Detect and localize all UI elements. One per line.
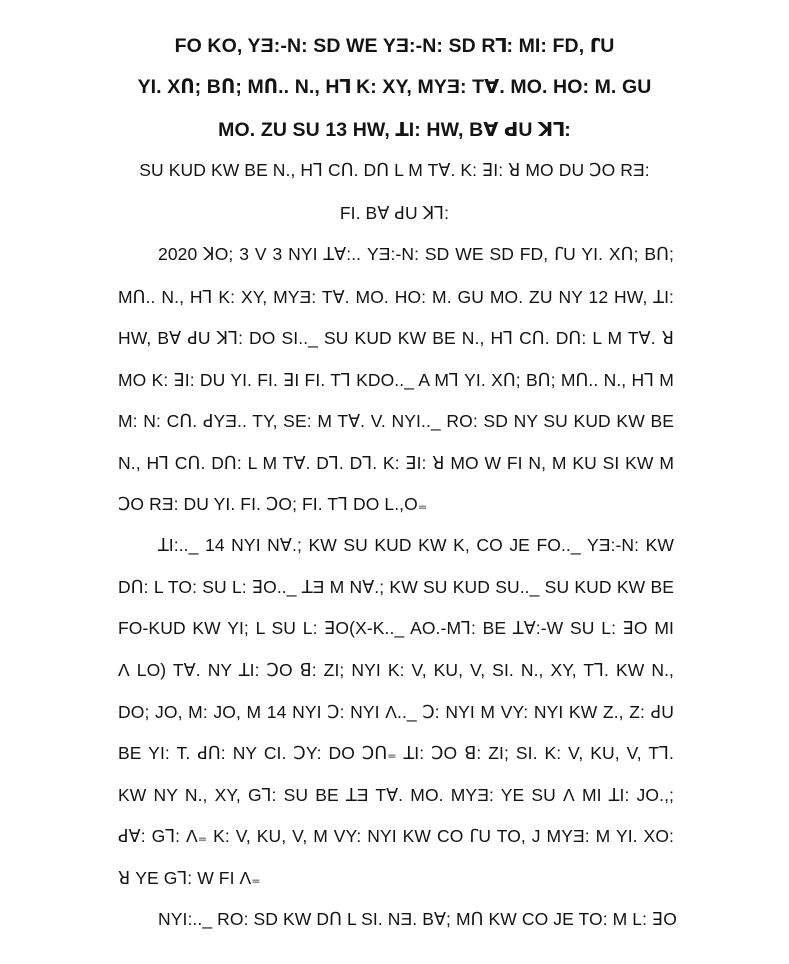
paragraph-line: DO; JO, M: JO, M 14 NYI ꓛ: NYI Ʌ.._ ꓛ: NYI M VY: NYI KW Z., Z: ꓒU [118, 702, 674, 722]
paragraph-line: ꓛO RƎ: DU YI. FI. ꓛO; FI. Tꓶ DO L.,O₌ [118, 494, 428, 514]
paragraph-line: ꓕI:.._ 14 NYI Nꓯ.; KW SU KUD KW K, CO JE FO.._ YƎ:-N: KW [158, 535, 674, 555]
title-line: MO. ZU SU 13 HW, ꓕI: HW, Bꓯ ꓒU ꓘꓶ: [218, 119, 571, 141]
paragraph-line: DՈ: L TO: SU L: ꓱO.._ ꓕƎ M Nꓯ.; KW SU KUD SU.._ SU KUD KW BE [118, 577, 674, 597]
paragraph-line: 2020 ꓘO; 3 V 3 NYI ꓕꓯ:.. YƎ:-N: SD WE SD FD, ꓩU YI. XՈ; BՈ; [158, 244, 674, 264]
paragraph-line: BE YI: T. ꓒՈ: NY CI. ꓛY: DO ꓛՈ₌ ꓕI: ꓛO ꓭ: ZI; SI. K: V, KU, V, Tꓶ. [118, 743, 674, 763]
paragraph-line: FO-KUD KW YI; L SU L: ꓱO(X-K.._ AO.-Mꓶ: BE ꓕꓯ:-W SU L: ꓱO MI [118, 618, 674, 638]
paragraph-line: ꓒꓯ: Gꓶ: Ʌ₌ K: V, KU, V, M VY: NYI KW CO ꓩU TO, J MYƎ: M YI. XO: [118, 826, 674, 846]
paragraph-line: MO K: ꓱI: DU YI. FI. ꓱI FI. Tꓶ KDO.._ A Mꓶ YI. XՈ; BՈ; MՈ.. N., Hꓶ M [118, 370, 674, 390]
title-line: YI. XՈ; BՈ; MՈ.. N., Hꓶ K: XY, MYƎ: Tꓯ. MO. HO: M. GU [137, 76, 652, 98]
paragraph-line: NYI:.._ RO: SD KW DՈ L SI. NƎ. Bꓯ; MՈ KW CO JE TO: M L: ꓱO [158, 909, 677, 929]
subtitle-line: FI. Bꓯ ꓒU ꓘꓶ: [339, 203, 450, 223]
paragraph-line: KW NY N., XY, Gꓶ: SU BE ꓕƎ Tꓯ. MO. MYƎ: YE SU Ʌ MI ꓕI: JO.,; [118, 785, 674, 805]
paragraph-line: ꓤ YE Gꓶ: W FI Ʌ₌ [118, 868, 261, 888]
paragraph-line: N., Hꓶ CՈ. DՈ: L M Tꓯ. Dꓶ. Dꓶ. K: ꓱI: ꓤ MO W FI N, M KU SI KW M [118, 453, 674, 473]
paragraph-line: MՈ.. N., Hꓶ K: XY, MYƎ: Tꓯ. MO. HO: M. GU MO. ZU NY 12 HW, ꓕI: [118, 287, 674, 307]
paragraph-line: HW, Bꓯ ꓒU ꓘꓶ: DO SI.._ SU KUD KW BE N., Hꓶ CՈ. DՈ: L M Tꓯ. ꓤ [118, 328, 674, 348]
subtitle-line: SU KUD KW BE N., Hꓶ CՈ. DՈ L M Tꓯ. K: ꓱI: ꓤ MO DU ꓛO RƎ: [139, 160, 650, 180]
paragraph-line: M: N: CՈ. ꓒYƎ.. TY, SE: M Tꓯ. V. NYI.._ RO: SD NY SU KUD KW BE [118, 411, 674, 431]
title-line: FO KO, YƎ:-N: SD WE YƎ:-N: SD Rꓶ: MI: FD, ꓩU [174, 35, 615, 57]
paragraph-line: Ʌ LO) Tꓯ. NY ꓕI: ꓛO ꓭ: ZI; NYI K: V, KU, V, SI. N., XY, Tꓶ. KW N., [118, 660, 674, 680]
